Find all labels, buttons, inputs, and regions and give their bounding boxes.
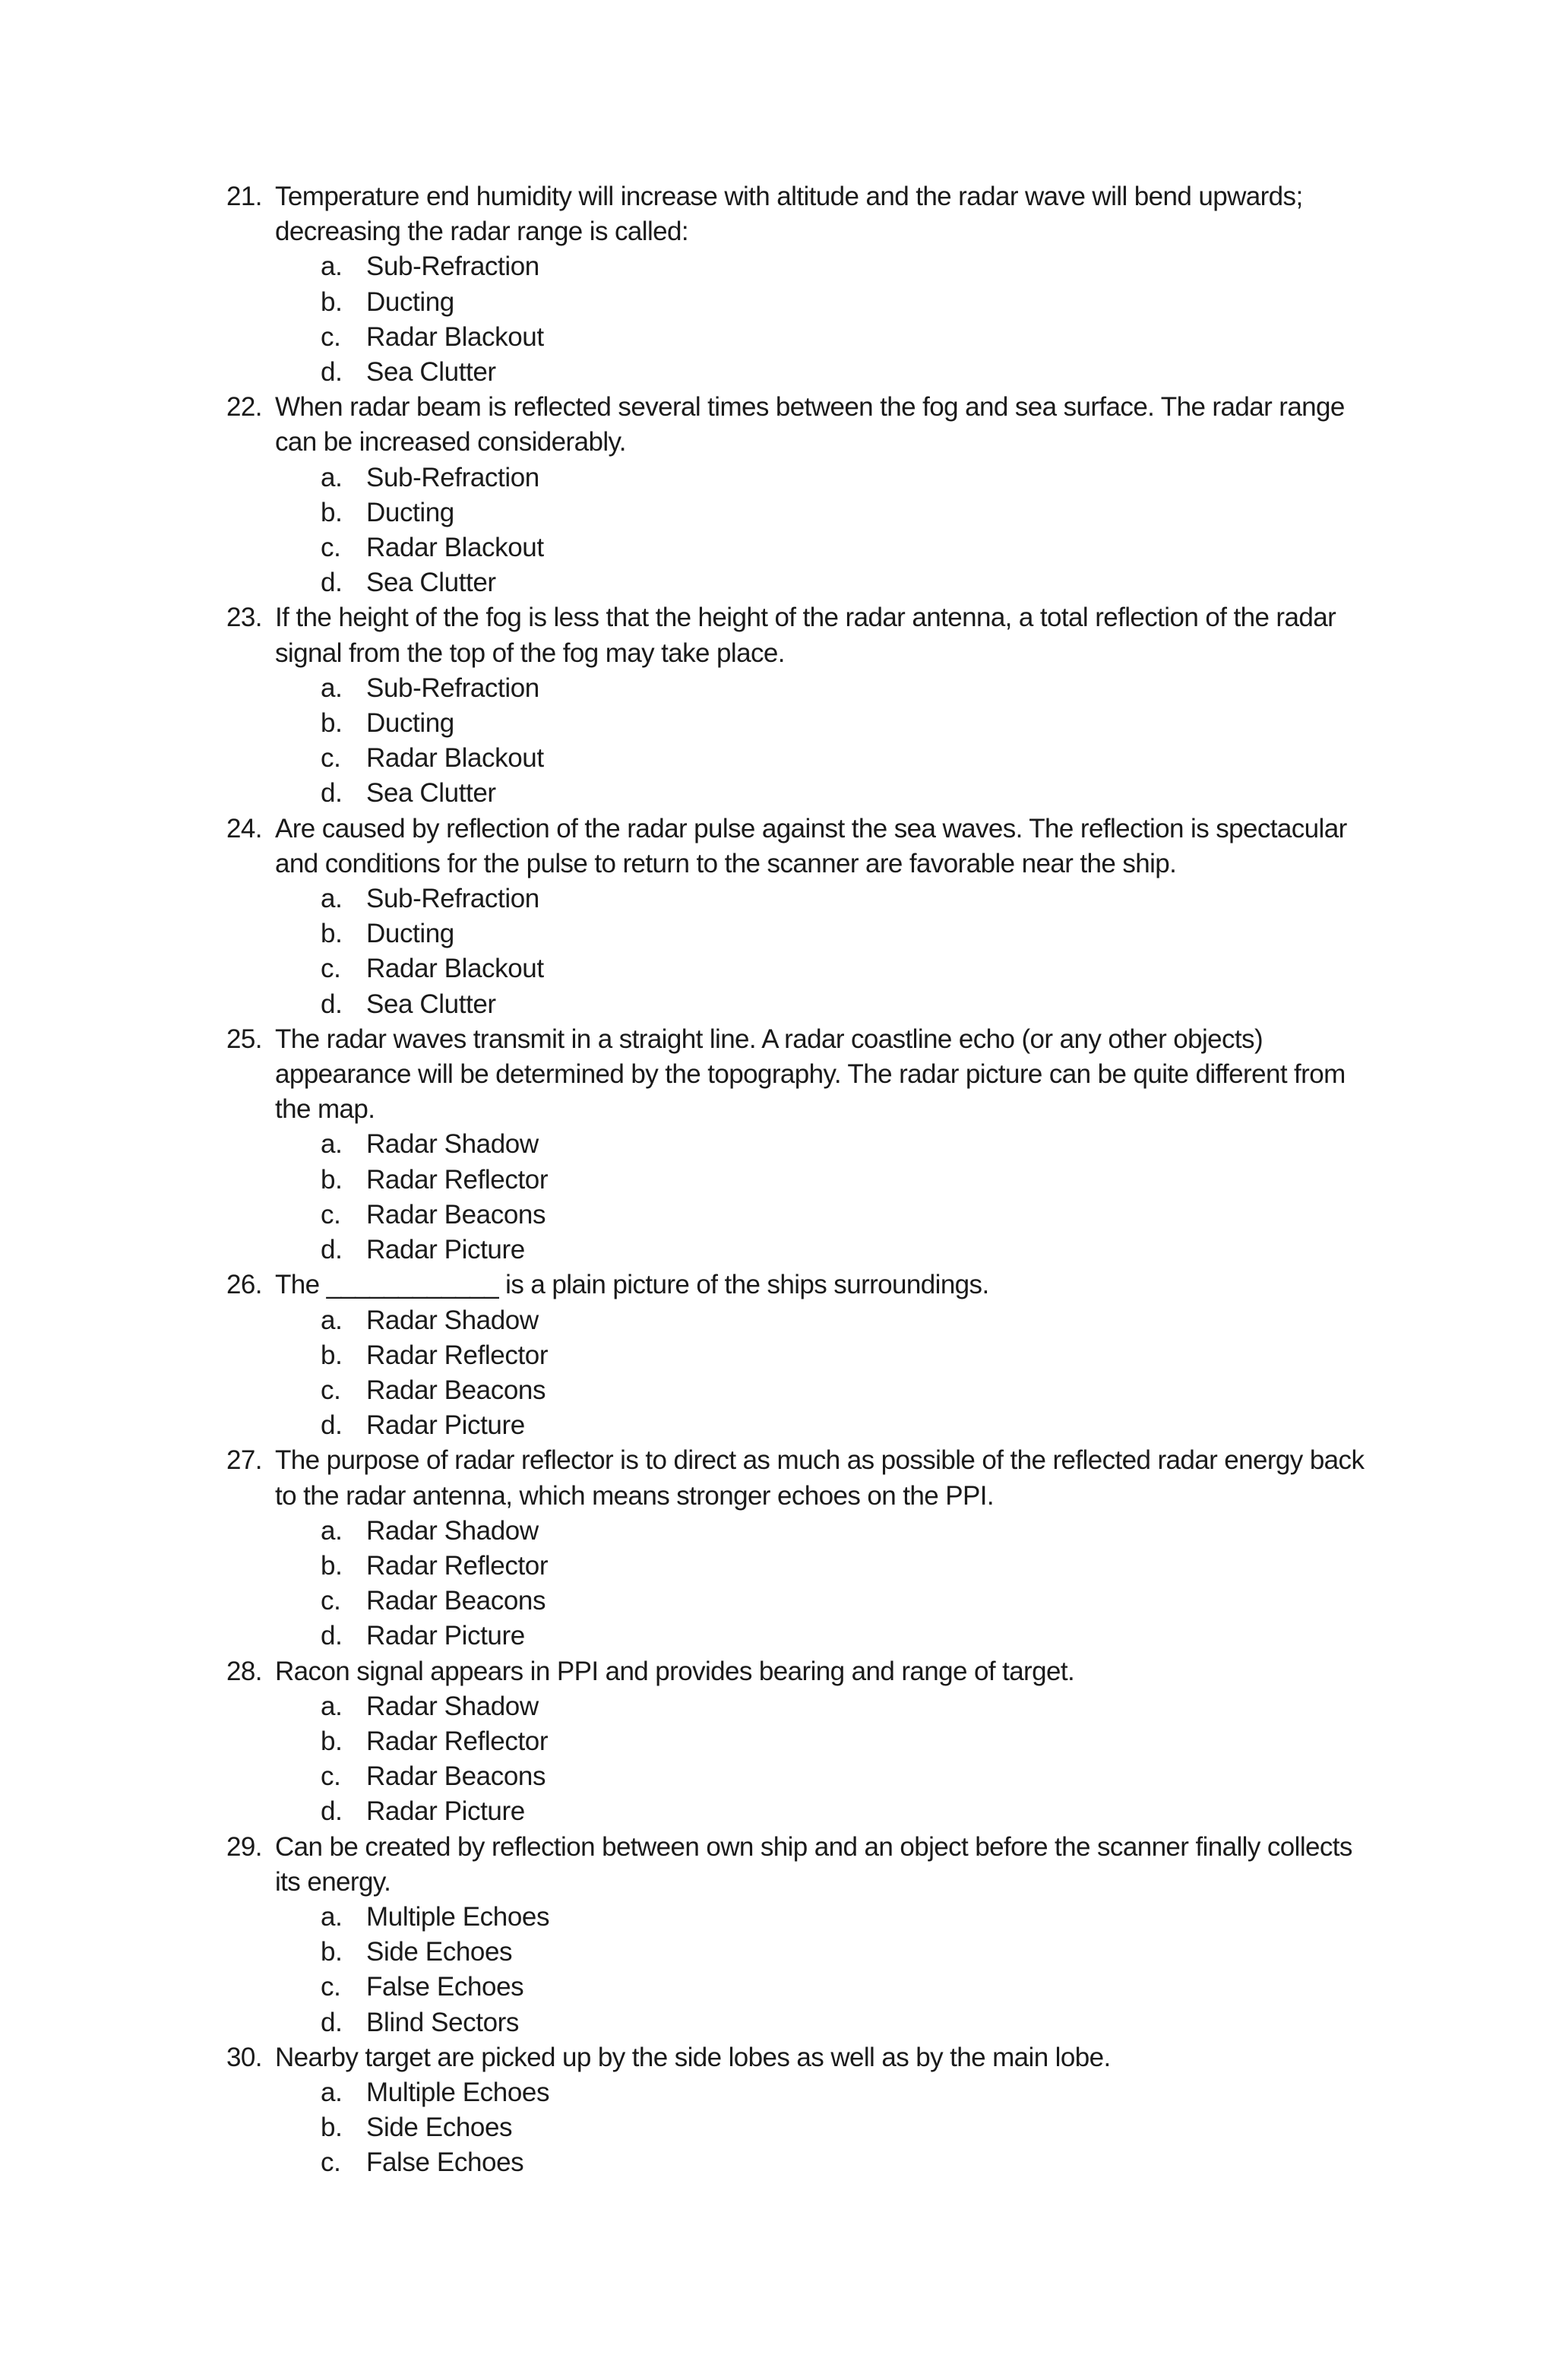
option-text: Radar Picture	[366, 1235, 525, 1265]
question-item	[226, 1654, 1381, 1830]
answer-option	[275, 1549, 1381, 1584]
option-letter: a.	[321, 884, 343, 914]
answer-options	[275, 1514, 1381, 1654]
option-letter: a.	[321, 1515, 343, 1546]
option-letter: d.	[321, 1235, 343, 1265]
option-letter: c.	[321, 1761, 341, 1792]
question-text: Racon signal appears in PPI and provides bearing and range of target.	[275, 1656, 1075, 1686]
option-letter: b.	[321, 708, 343, 739]
option-letter: b.	[321, 1937, 343, 1967]
option-text: Radar Shadow	[366, 1691, 539, 1721]
option-text: Ducting	[366, 708, 454, 739]
answer-option	[275, 706, 1381, 741]
answer-option	[275, 951, 1381, 986]
answer-option	[275, 916, 1381, 951]
option-letter: a.	[321, 1305, 343, 1335]
answer-option	[275, 776, 1381, 811]
question-number: 25.	[226, 1024, 262, 1054]
answer-options	[275, 2075, 1381, 2181]
question-item	[226, 1022, 1381, 1268]
option-text: Radar Beacons	[366, 1199, 546, 1230]
answer-option	[275, 1408, 1381, 1443]
answer-option	[275, 1373, 1381, 1408]
option-text: Radar Reflector	[366, 1164, 549, 1195]
option-text: Radar Reflector	[366, 1550, 549, 1581]
option-text: Radar Beacons	[366, 1375, 546, 1405]
answer-option	[275, 1970, 1381, 2005]
question-number: 28.	[226, 1656, 262, 1686]
answer-option	[275, 1935, 1381, 1970]
question-number: 24.	[226, 813, 262, 843]
answer-option	[275, 1338, 1381, 1373]
option-text: Ducting	[366, 919, 454, 949]
option-text: Sub-Refraction	[366, 884, 539, 914]
answer-option	[275, 495, 1381, 530]
option-text: Blind Sectors	[366, 2007, 520, 2037]
question-item	[226, 1443, 1381, 1654]
question-item	[226, 2040, 1381, 2181]
question-number: 26.	[226, 1270, 262, 1300]
answer-option	[275, 1584, 1381, 1619]
option-letter: c.	[321, 1199, 341, 1230]
option-text: Radar Blackout	[366, 954, 544, 984]
question-item	[226, 600, 1381, 811]
answer-option	[275, 741, 1381, 776]
answer-option	[275, 2110, 1381, 2145]
answer-option	[275, 2145, 1381, 2180]
question-item	[226, 812, 1381, 1022]
option-letter: c.	[321, 2147, 341, 2178]
question-number: 22.	[226, 392, 262, 423]
option-text: Side Echoes	[366, 2113, 513, 2143]
option-letter: a.	[321, 1901, 343, 1932]
question-text: Are caused by reflection of the radar pulse against the sea waves. The reflection is spectacular and conditions for the pulse to return to the scanner are favorable near the ship.	[275, 813, 1347, 878]
question-text: If the height of the fog is less that the height of the radar antenna, a total reflection of the radar signal from the top of the fog may take place.	[275, 603, 1336, 668]
option-text: Radar Blackout	[366, 743, 544, 774]
answer-option	[275, 1900, 1381, 1935]
question-text: The radar waves transmit in a straight line. A radar coastline echo (or any other objects) appearance will be determined by the topography. The radar picture can be quite different from the map.	[275, 1024, 1346, 1125]
answer-option	[275, 1514, 1381, 1549]
option-letter: d.	[321, 989, 343, 1019]
option-letter: c.	[321, 1375, 341, 1405]
question-number: 30.	[226, 2042, 262, 2072]
answer-options	[275, 1689, 1381, 1830]
answer-option	[275, 320, 1381, 355]
answer-option	[275, 671, 1381, 706]
option-letter: b.	[321, 1726, 343, 1756]
answer-option	[275, 987, 1381, 1022]
option-letter: d.	[321, 1621, 343, 1651]
answer-option	[275, 1794, 1381, 1829]
question-number: 21.	[226, 182, 262, 211]
option-letter: d.	[321, 568, 343, 598]
answer-option	[275, 1724, 1381, 1759]
option-text: Radar Shadow	[366, 1515, 539, 1546]
answer-option	[275, 530, 1381, 565]
question-list	[226, 179, 1381, 2181]
option-text: Radar Picture	[366, 1621, 525, 1651]
option-text: Sea Clutter	[366, 357, 496, 388]
answer-option	[275, 285, 1381, 320]
option-letter: d.	[321, 1796, 343, 1827]
option-letter: c.	[321, 743, 341, 774]
option-letter: a.	[321, 1691, 343, 1721]
option-text: Multiple Echoes	[366, 1901, 550, 1932]
option-text: False Echoes	[366, 2147, 524, 2178]
question-item	[226, 179, 1381, 390]
option-letter: c.	[321, 533, 341, 563]
option-text: Radar Blackout	[366, 321, 544, 352]
answer-options	[275, 460, 1381, 601]
option-letter: b.	[321, 1550, 343, 1581]
option-letter: a.	[321, 1129, 343, 1160]
question-item	[226, 1830, 1381, 2040]
option-letter: a.	[321, 673, 343, 703]
option-text: False Echoes	[366, 1972, 524, 2002]
question-item	[226, 390, 1381, 600]
option-text: Ducting	[366, 286, 454, 317]
option-text: Sea Clutter	[366, 989, 496, 1019]
question-number: 23.	[226, 603, 262, 633]
answer-option	[275, 1198, 1381, 1233]
option-text: Sea Clutter	[366, 778, 496, 809]
question-number: 27.	[226, 1445, 262, 1476]
answer-option	[275, 1163, 1381, 1198]
option-letter: c.	[321, 1586, 341, 1616]
question-text: Can be created by reflection between own ship and an object before the scanner finally collects its energy.	[275, 1831, 1352, 1897]
answer-option	[275, 460, 1381, 495]
option-letter: a.	[321, 252, 343, 282]
option-letter: a.	[321, 462, 343, 492]
option-letter: c.	[321, 321, 341, 352]
option-text: Sub-Refraction	[366, 462, 539, 492]
option-text: Radar Shadow	[366, 1129, 539, 1160]
option-letter: b.	[321, 497, 343, 527]
option-text: Sub-Refraction	[366, 252, 539, 282]
question-text: Nearby target are picked up by the side lobes as well as by the main lobe.	[275, 2042, 1111, 2072]
answer-option	[275, 565, 1381, 600]
question-text: The ____________ is a plain picture of the ships surroundings.	[275, 1270, 989, 1300]
answer-option	[275, 249, 1381, 284]
option-letter: a.	[321, 2077, 343, 2107]
answer-options	[275, 1900, 1381, 2040]
option-letter: c.	[321, 954, 341, 984]
option-letter: b.	[321, 2113, 343, 2143]
answer-option	[275, 2005, 1381, 2040]
option-text: Radar Reflector	[366, 1726, 549, 1756]
answer-options	[275, 1303, 1381, 1444]
option-letter: d.	[321, 778, 343, 809]
option-text: Ducting	[366, 497, 454, 527]
answer-option	[275, 1759, 1381, 1794]
option-text: Radar Beacons	[366, 1761, 546, 1792]
answer-options	[275, 881, 1381, 1022]
option-text: Radar Beacons	[366, 1586, 546, 1616]
option-text: Radar Reflector	[366, 1340, 549, 1370]
question-item	[226, 1268, 1381, 1443]
option-text: Radar Picture	[366, 1796, 525, 1827]
answer-option	[275, 881, 1381, 916]
answer-options	[275, 671, 1381, 812]
answer-options	[275, 1127, 1381, 1268]
option-letter: d.	[321, 1410, 343, 1441]
answer-option	[275, 1619, 1381, 1654]
question-text: Temperature end humidity will increase with altitude and the radar wave will bend upwards; decreasing the radar range is called:	[275, 182, 1303, 247]
answer-options	[275, 249, 1381, 390]
answer-option	[275, 1127, 1381, 1162]
option-text: Radar Blackout	[366, 533, 544, 563]
option-letter: b.	[321, 286, 343, 317]
answer-option	[275, 1689, 1381, 1724]
answer-option	[275, 355, 1381, 390]
option-text: Sea Clutter	[366, 568, 496, 598]
option-text: Sub-Refraction	[366, 673, 539, 703]
answer-option	[275, 2075, 1381, 2110]
option-text: Side Echoes	[366, 1937, 513, 1967]
question-text: The purpose of radar reflector is to direct as much as possible of the reflected radar energy back to the radar antenna, which means stronger echoes on the PPI.	[275, 1445, 1365, 1511]
option-letter: b.	[321, 919, 343, 949]
option-text: Multiple Echoes	[366, 2077, 550, 2107]
option-text: Radar Picture	[366, 1410, 525, 1441]
answer-option	[275, 1303, 1381, 1338]
option-text: Radar Shadow	[366, 1305, 539, 1335]
option-letter: c.	[321, 1972, 341, 2002]
option-letter: b.	[321, 1340, 343, 1370]
option-letter: d.	[321, 357, 343, 388]
option-letter: d.	[321, 2007, 343, 2037]
answer-option	[275, 1233, 1381, 1268]
question-text: When radar beam is reflected several times between the fog and sea surface. The radar range can be increased considerably.	[275, 392, 1345, 457]
question-number: 29.	[226, 1831, 262, 1862]
option-letter: b.	[321, 1164, 343, 1195]
